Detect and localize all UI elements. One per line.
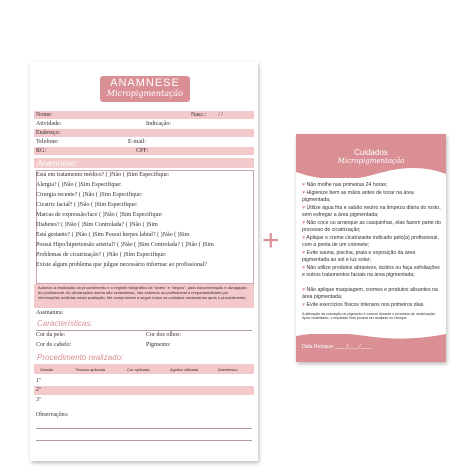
question-row: Cicatriz facial? ( )Não ( )Sim Especifique:: [36, 202, 138, 208]
label-endereco: Endereço:: [36, 130, 61, 136]
field-telefone: [36, 139, 252, 146]
heart-icon: ♥: [302, 182, 306, 188]
label-indicacao: Indicação:: [146, 121, 171, 127]
question-row: Alergia? ( )Não ( )Sim Especifique:: [36, 182, 122, 188]
question-row: Está em tratamento médico? ( )Não ( )Sim Especifique:: [36, 172, 170, 178]
nasc-fill: / /: [218, 112, 223, 118]
card-subtitle: Micropigmentação: [337, 157, 405, 165]
question-row: Diabetes? ( )Não ( )Sim Controlada? ( )Não ( )Sim: [36, 222, 158, 228]
signature-row: [36, 310, 252, 317]
form-title-banner: [100, 76, 190, 102]
question-row: Está gestante? ( )Não ( )Sim Possui herpes labial? ( )Não ( )Sim: [36, 232, 190, 238]
field-nome: [36, 112, 252, 119]
observacoes-line: [36, 440, 252, 441]
procedimento-section-title: Procedimento realizado:: [37, 353, 124, 362]
heart-icon: ♥: [302, 265, 306, 271]
card-note: A alteração da coloração do pigmento é comum durante o processo de cicatrização. Após cicatrizado, o resultado final poderá ser avaliado no retoque.: [302, 312, 436, 321]
tip-text: Aplique o creme cicatrizante indicado pelo(a) profissional, com a ponta de um cotonete;: [302, 235, 439, 248]
field-atividade: [36, 121, 252, 128]
authorization-text: Autorizo a realização do procedimento e o registro fotográfico de "antes" e "depois", para documentação e divulgação do profissional. As declarações acima são verdadeiras, não cabendo ao profissional a responsabilidade por informações omitidas nesta avaliação. Me comprometo a seguir todos os cuidados necessários após o procedimento.: [38, 285, 247, 300]
label-telefone: Telefone:: [36, 139, 59, 145]
label-cor-pele: Cor da pele:: [36, 332, 66, 338]
tip-item: [302, 287, 442, 300]
form-title: ANAMNESE: [110, 77, 180, 89]
tip-text: Utilize água fria e sabão neutro na limpeza diária do rosto, sem esfregar a área pigmentada;: [302, 205, 441, 218]
observacoes-row: [36, 412, 252, 419]
question-row: Existe algum problema que julgue necessário informar ao profissional?: [36, 262, 207, 268]
tip-item: [302, 220, 442, 233]
anamnese-form-sheet: [30, 62, 258, 461]
tip-text: Higienize bem as mãos antes de tocar na área pigmentada;: [302, 190, 414, 203]
cuidados-card: [296, 134, 446, 362]
th-sessao: Sessão: [40, 367, 54, 372]
question-row: Possui Hipo/hipertensão arterial? ( )Não ( )Sim Controlada? ( )Não ( )Sim: [36, 242, 214, 248]
heart-icon: ♥: [302, 220, 306, 226]
th-anestesico: Anestésico: [218, 367, 238, 372]
tip-item: [302, 190, 442, 203]
question-row: Marcas de expressão/face ( )Não ( )Sim Especifique:: [36, 212, 163, 218]
label-rg: RG:: [36, 148, 47, 154]
tip-text: Evite sauna, piscina, praia e exposição da área pigmentada ao sol e luz solar;: [302, 250, 416, 263]
caracteristicas-row: [36, 342, 252, 349]
tip-item: [302, 265, 442, 278]
heart-icon: ♥: [302, 287, 306, 293]
field-rg: [36, 148, 252, 155]
label-assinatura: Assinatura:: [36, 310, 64, 316]
tip-item: [302, 250, 442, 263]
heart-icon: ♥: [302, 205, 306, 211]
card-footer-wave: [296, 330, 446, 342]
tip-item: [302, 235, 442, 248]
question-row: Cirurgia recente? ( )Não ( )Sim Especifique:: [36, 192, 143, 198]
th-cor: Cor aplicada: [127, 367, 150, 372]
field-endereco: [36, 130, 252, 137]
th-agulha: Agulha utilizada: [170, 367, 199, 372]
heart-icon: ♥: [302, 250, 306, 256]
label-observacoes: Observações:: [36, 412, 69, 418]
heart-icon: ♥: [302, 190, 306, 196]
heart-icon: ♥: [302, 235, 306, 241]
session-row: 1ª: [36, 378, 41, 384]
label-email: E-mail:: [128, 139, 146, 145]
caracteristicas-row: [36, 332, 252, 339]
label-cor-cabelo: Cor do cabelo:: [36, 342, 72, 348]
tip-text: Não utilize produtos abrasivos, ácidos ou faça esfoliações e outros tratamentos faciais na área pigmentada;: [302, 265, 440, 278]
divider: [36, 330, 252, 331]
caracteristicas-section-title: Características:: [37, 319, 93, 328]
tip-item: [302, 302, 442, 309]
card-title-block: [296, 148, 446, 165]
label-atividade: Atividade:: [36, 121, 62, 127]
retoque-field: Data Retoque: ____/____/____: [302, 344, 372, 350]
question-row: Problemas de cicatrização? ( )Não ( )Sim Especifique:: [36, 252, 167, 258]
label-pigmento: Pigmento:: [146, 342, 171, 348]
label-nome: Nome:: [36, 112, 53, 118]
tip-item: [302, 182, 442, 189]
plus-sign: +: [262, 224, 280, 257]
anamnese-section-title: Anamnese:: [37, 159, 78, 168]
tip-text: Não coce ou arranque as casquinhas, elas fazem parte do processo de cicatrização;: [302, 220, 441, 233]
observacoes-line: [36, 428, 252, 429]
th-tecnica: Técnica aplicada: [75, 367, 106, 372]
session-row: 2ª: [36, 387, 41, 393]
form-subtitle: Micropigmentação: [106, 89, 184, 98]
label-nasc: Nasc.:: [191, 112, 207, 118]
heart-icon: ♥: [302, 302, 306, 308]
label-cpf: CPF:: [136, 148, 149, 154]
label-cor-olhos: Cor dos olhos:: [146, 332, 182, 338]
session-row: 3ª: [36, 397, 41, 403]
card-header-wave: [296, 164, 446, 184]
card-title: Cuidados: [354, 148, 388, 157]
tip-item: [302, 205, 442, 218]
tip-text: Não aplique maquiagem, cremes e produtos alisantes na área pigmentada;: [302, 287, 438, 300]
tip-text: Evite exercícios físicos intensos nos primeiros dias.: [306, 302, 425, 308]
tip-text: Não molhe nas primeiras 24 horas;: [306, 182, 388, 188]
